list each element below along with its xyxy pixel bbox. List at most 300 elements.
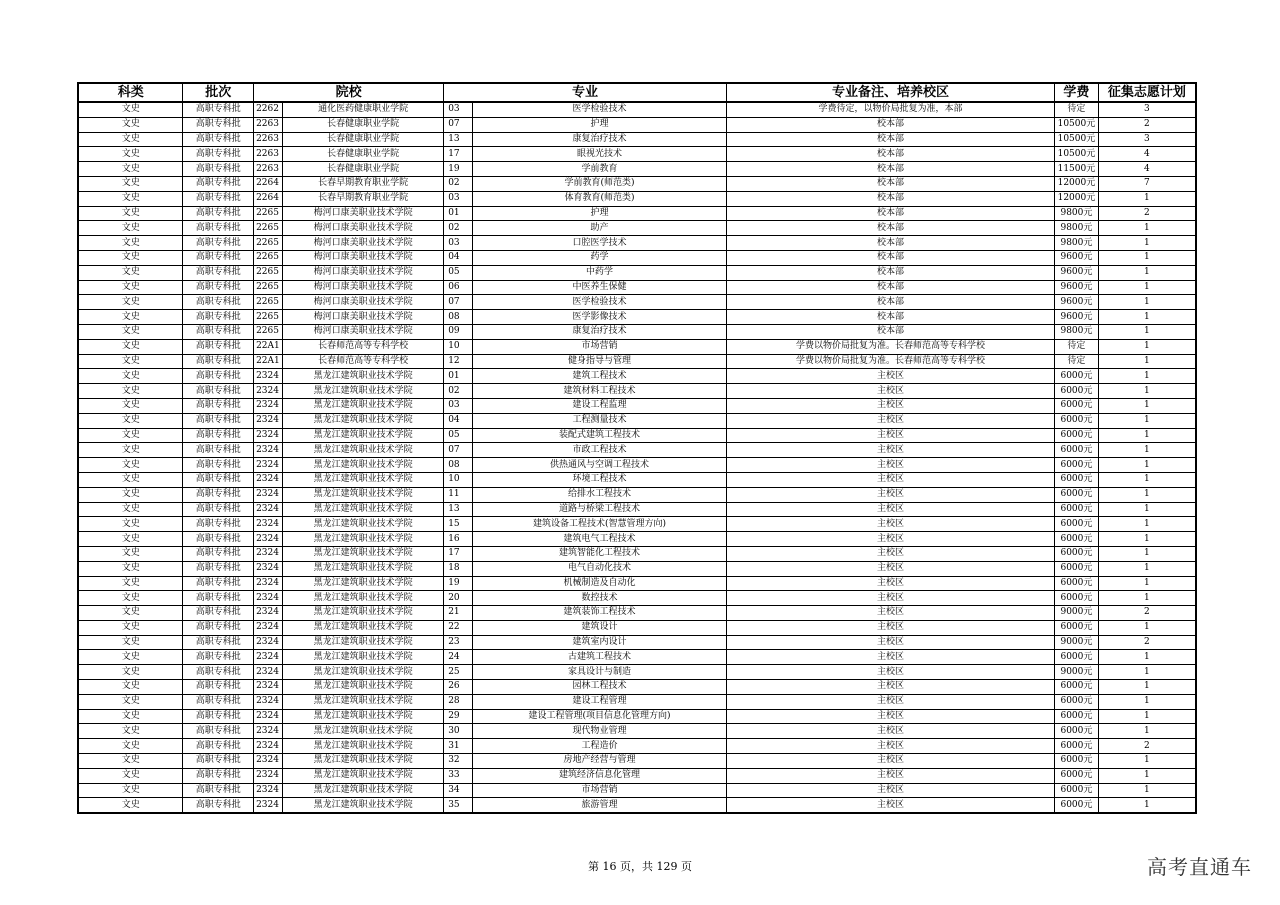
table-row — [78, 443, 1196, 458]
cell-school-code: 2324 — [254, 576, 283, 591]
cell-plan: 1 — [1098, 458, 1196, 473]
cell-school-name: 黑龙江建筑职业技术学院 — [283, 576, 444, 591]
cell-major-name: 助产 — [473, 221, 727, 236]
cell-school-code: 2265 — [254, 265, 283, 280]
cell-school-name: 黑龙江建筑职业技术学院 — [283, 680, 444, 695]
cell-school-code: 2324 — [254, 398, 283, 413]
cell-school-code: 2324 — [254, 369, 283, 384]
cell-category: 文史 — [78, 280, 183, 295]
cell-category: 文史 — [78, 102, 183, 117]
cell-notes-campus: 学费待定，以物价局批复为准，本部 — [726, 102, 1054, 117]
cell-school-code: 2324 — [254, 606, 283, 621]
cell-major-code: 08 — [444, 458, 473, 473]
cell-plan: 1 — [1098, 502, 1196, 517]
cell-tuition: 6000元 — [1055, 413, 1099, 428]
table-row — [78, 724, 1196, 739]
cell-category: 文史 — [78, 650, 183, 665]
cell-notes-campus: 主校区 — [726, 739, 1054, 754]
admission-table — [77, 82, 1197, 814]
table-row — [78, 339, 1196, 354]
cell-major-name: 建设工程管理 — [473, 694, 727, 709]
cell-tuition: 12000元 — [1055, 191, 1099, 206]
cell-major-name: 建筑经济信息化管理 — [473, 768, 727, 783]
cell-major-code: 23 — [444, 635, 473, 650]
cell-notes-campus: 主校区 — [726, 428, 1054, 443]
table-row — [78, 665, 1196, 680]
cell-category: 文史 — [78, 354, 183, 369]
table-row — [78, 324, 1196, 339]
table-row — [78, 754, 1196, 769]
cell-school-name: 黑龙江建筑职业技术学院 — [283, 472, 444, 487]
cell-major-name: 市政工程技术 — [473, 443, 727, 458]
cell-plan: 1 — [1098, 576, 1196, 591]
cell-major-code: 07 — [444, 295, 473, 310]
cell-school-name: 长春健康职业学院 — [283, 162, 444, 177]
cell-major-name: 建筑材料工程技术 — [473, 384, 727, 399]
cell-major-code: 01 — [444, 206, 473, 221]
cell-tuition: 6000元 — [1055, 739, 1099, 754]
cell-major-name: 医学检验技术 — [473, 295, 727, 310]
cell-tuition: 6000元 — [1055, 428, 1099, 443]
table-row — [78, 739, 1196, 754]
cell-batch: 高职专科批 — [183, 147, 254, 162]
cell-category: 文史 — [78, 665, 183, 680]
cell-plan: 3 — [1098, 102, 1196, 117]
cell-major-name: 护理 — [473, 117, 727, 132]
cell-school-name: 梅河口康美职业技术学院 — [283, 310, 444, 325]
cell-notes-campus: 主校区 — [726, 665, 1054, 680]
cell-notes-campus: 校本部 — [726, 265, 1054, 280]
cell-category: 文史 — [78, 709, 183, 724]
cell-tuition: 6000元 — [1055, 487, 1099, 502]
cell-major-code: 03 — [444, 191, 473, 206]
cell-school-code: 2324 — [254, 798, 283, 813]
cell-tuition: 6000元 — [1055, 754, 1099, 769]
cell-category: 文史 — [78, 147, 183, 162]
cell-tuition: 6000元 — [1055, 546, 1099, 561]
table-row — [78, 561, 1196, 576]
cell-school-name: 黑龙江建筑职业技术学院 — [283, 709, 444, 724]
cell-plan: 2 — [1098, 635, 1196, 650]
cell-major-name: 园林工程技术 — [473, 680, 727, 695]
cell-tuition: 9600元 — [1055, 265, 1099, 280]
cell-school-code: 2265 — [254, 295, 283, 310]
cell-major-code: 17 — [444, 147, 473, 162]
cell-major-name: 家具设计与制造 — [473, 665, 727, 680]
cell-plan: 1 — [1098, 561, 1196, 576]
cell-school-code: 2324 — [254, 413, 283, 428]
cell-notes-campus: 主校区 — [726, 384, 1054, 399]
cell-category: 文史 — [78, 620, 183, 635]
cell-category: 文史 — [78, 768, 183, 783]
cell-category: 文史 — [78, 576, 183, 591]
cell-batch: 高职专科批 — [183, 576, 254, 591]
table-row — [78, 694, 1196, 709]
cell-plan: 1 — [1098, 680, 1196, 695]
cell-category: 文史 — [78, 310, 183, 325]
cell-plan: 1 — [1098, 724, 1196, 739]
cell-notes-campus: 主校区 — [726, 369, 1054, 384]
cell-major-name: 体育教育(师范类) — [473, 191, 727, 206]
cell-tuition: 12000元 — [1055, 176, 1099, 191]
cell-major-code: 04 — [444, 413, 473, 428]
cell-major-name: 建设工程管理(项目信息化管理方向) — [473, 709, 727, 724]
cell-batch: 高职专科批 — [183, 221, 254, 236]
cell-plan: 1 — [1098, 310, 1196, 325]
cell-plan: 1 — [1098, 369, 1196, 384]
table-row — [78, 620, 1196, 635]
cell-school-name: 黑龙江建筑职业技术学院 — [283, 694, 444, 709]
table-row — [78, 102, 1196, 117]
cell-notes-campus: 主校区 — [726, 798, 1054, 813]
cell-major-code: 24 — [444, 650, 473, 665]
cell-plan: 1 — [1098, 398, 1196, 413]
cell-category: 文史 — [78, 724, 183, 739]
cell-batch: 高职专科批 — [183, 384, 254, 399]
cell-batch: 高职专科批 — [183, 724, 254, 739]
cell-category: 文史 — [78, 162, 183, 177]
cell-tuition: 6000元 — [1055, 680, 1099, 695]
cell-major-name: 健身指导与管理 — [473, 354, 727, 369]
cell-notes-campus: 主校区 — [726, 768, 1054, 783]
cell-notes-campus: 主校区 — [726, 650, 1054, 665]
cell-batch: 高职专科批 — [183, 532, 254, 547]
cell-notes-campus: 校本部 — [726, 176, 1054, 191]
table-row — [78, 369, 1196, 384]
cell-category: 文史 — [78, 236, 183, 251]
cell-school-code: 2324 — [254, 620, 283, 635]
cell-notes-campus: 主校区 — [726, 680, 1054, 695]
cell-category: 文史 — [78, 191, 183, 206]
cell-category: 文史 — [78, 221, 183, 236]
table-row — [78, 606, 1196, 621]
cell-school-name: 黑龙江建筑职业技术学院 — [283, 369, 444, 384]
cell-batch: 高职专科批 — [183, 428, 254, 443]
cell-major-name: 市场营销 — [473, 783, 727, 798]
cell-major-name: 医学检验技术 — [473, 102, 727, 117]
cell-school-name: 黑龙江建筑职业技术学院 — [283, 606, 444, 621]
cell-plan: 1 — [1098, 339, 1196, 354]
cell-major-name: 道路与桥梁工程技术 — [473, 502, 727, 517]
cell-batch: 高职专科批 — [183, 354, 254, 369]
cell-school-code: 2324 — [254, 532, 283, 547]
cell-major-name: 学前教育 — [473, 162, 727, 177]
cell-major-code: 32 — [444, 754, 473, 769]
table-row — [78, 709, 1196, 724]
table-row — [78, 132, 1196, 147]
cell-plan: 1 — [1098, 650, 1196, 665]
table-row — [78, 117, 1196, 132]
cell-batch: 高职专科批 — [183, 324, 254, 339]
cell-notes-campus: 主校区 — [726, 576, 1054, 591]
cell-batch: 高职专科批 — [183, 517, 254, 532]
cell-tuition: 6000元 — [1055, 517, 1099, 532]
cell-tuition: 待定 — [1055, 339, 1099, 354]
cell-category: 文史 — [78, 206, 183, 221]
cell-school-name: 长春早期教育职业学院 — [283, 176, 444, 191]
cell-tuition: 10500元 — [1055, 132, 1099, 147]
table-row — [78, 265, 1196, 280]
cell-tuition: 6000元 — [1055, 576, 1099, 591]
cell-plan: 1 — [1098, 413, 1196, 428]
table-row — [78, 458, 1196, 473]
cell-school-name: 梅河口康美职业技术学院 — [283, 295, 444, 310]
header-notes-campus: 专业备注、培养校区 — [726, 83, 1054, 102]
cell-major-code: 21 — [444, 606, 473, 621]
header-batch: 批次 — [183, 83, 254, 102]
cell-tuition: 9600元 — [1055, 310, 1099, 325]
cell-major-name: 工程造价 — [473, 739, 727, 754]
cell-batch: 高职专科批 — [183, 694, 254, 709]
cell-plan: 1 — [1098, 384, 1196, 399]
cell-school-code: 2264 — [254, 191, 283, 206]
cell-school-code: 2324 — [254, 739, 283, 754]
cell-notes-campus: 校本部 — [726, 250, 1054, 265]
cell-notes-campus: 校本部 — [726, 206, 1054, 221]
table-row — [78, 176, 1196, 191]
cell-plan: 1 — [1098, 250, 1196, 265]
cell-batch: 高职专科批 — [183, 206, 254, 221]
cell-category: 文史 — [78, 443, 183, 458]
cell-batch: 高职专科批 — [183, 739, 254, 754]
cell-school-code: 22A1 — [254, 354, 283, 369]
cell-school-code: 2324 — [254, 754, 283, 769]
cell-plan: 1 — [1098, 443, 1196, 458]
cell-batch: 高职专科批 — [183, 398, 254, 413]
cell-plan: 1 — [1098, 754, 1196, 769]
cell-major-code: 25 — [444, 665, 473, 680]
cell-notes-campus: 主校区 — [726, 398, 1054, 413]
cell-school-code: 2263 — [254, 117, 283, 132]
cell-school-name: 黑龙江建筑职业技术学院 — [283, 428, 444, 443]
cell-plan: 1 — [1098, 665, 1196, 680]
cell-category: 文史 — [78, 502, 183, 517]
cell-major-name: 眼视光技术 — [473, 147, 727, 162]
cell-major-code: 06 — [444, 280, 473, 295]
cell-category: 文史 — [78, 250, 183, 265]
cell-tuition: 6000元 — [1055, 724, 1099, 739]
cell-category: 文史 — [78, 680, 183, 695]
table-row — [78, 250, 1196, 265]
cell-notes-campus: 校本部 — [726, 117, 1054, 132]
cell-notes-campus: 主校区 — [726, 754, 1054, 769]
cell-tuition: 6000元 — [1055, 369, 1099, 384]
cell-school-code: 2324 — [254, 694, 283, 709]
cell-major-code: 13 — [444, 502, 473, 517]
cell-school-code: 2324 — [254, 472, 283, 487]
cell-tuition: 9000元 — [1055, 635, 1099, 650]
cell-category: 文史 — [78, 546, 183, 561]
cell-major-code: 05 — [444, 428, 473, 443]
cell-tuition: 6000元 — [1055, 398, 1099, 413]
cell-category: 文史 — [78, 265, 183, 280]
cell-school-name: 梅河口康美职业技术学院 — [283, 236, 444, 251]
cell-school-name: 梅河口康美职业技术学院 — [283, 206, 444, 221]
cell-school-name: 黑龙江建筑职业技术学院 — [283, 783, 444, 798]
cell-plan: 1 — [1098, 428, 1196, 443]
cell-tuition: 9600元 — [1055, 280, 1099, 295]
cell-major-name: 护理 — [473, 206, 727, 221]
cell-tuition: 9000元 — [1055, 606, 1099, 621]
cell-notes-campus: 主校区 — [726, 783, 1054, 798]
cell-plan: 1 — [1098, 280, 1196, 295]
cell-school-name: 长春早期教育职业学院 — [283, 191, 444, 206]
cell-category: 文史 — [78, 428, 183, 443]
cell-major-name: 建筑工程技术 — [473, 369, 727, 384]
cell-batch: 高职专科批 — [183, 620, 254, 635]
cell-school-code: 2263 — [254, 147, 283, 162]
cell-plan: 7 — [1098, 176, 1196, 191]
cell-school-name: 黑龙江建筑职业技术学院 — [283, 798, 444, 813]
cell-school-code: 2324 — [254, 650, 283, 665]
cell-notes-campus: 主校区 — [726, 635, 1054, 650]
header-major: 专业 — [444, 83, 727, 102]
cell-batch: 高职专科批 — [183, 768, 254, 783]
cell-batch: 高职专科批 — [183, 369, 254, 384]
cell-major-code: 02 — [444, 384, 473, 399]
cell-category: 文史 — [78, 339, 183, 354]
cell-batch: 高职专科批 — [183, 443, 254, 458]
table-row — [78, 576, 1196, 591]
cell-school-code: 2324 — [254, 709, 283, 724]
cell-major-code: 19 — [444, 576, 473, 591]
cell-notes-campus: 主校区 — [726, 502, 1054, 517]
cell-major-name: 给排水工程技术 — [473, 487, 727, 502]
cell-major-name: 机械制造及自动化 — [473, 576, 727, 591]
cell-school-code: 2265 — [254, 324, 283, 339]
cell-plan: 2 — [1098, 117, 1196, 132]
table-row — [78, 783, 1196, 798]
cell-major-name: 供热通风与空调工程技术 — [473, 458, 727, 473]
cell-category: 文史 — [78, 517, 183, 532]
cell-tuition: 9800元 — [1055, 324, 1099, 339]
cell-tuition: 6000元 — [1055, 620, 1099, 635]
table-row — [78, 310, 1196, 325]
cell-major-name: 建筑智能化工程技术 — [473, 546, 727, 561]
cell-major-name: 装配式建筑工程技术 — [473, 428, 727, 443]
cell-major-name: 电气自动化技术 — [473, 561, 727, 576]
cell-school-name: 黑龙江建筑职业技术学院 — [283, 413, 444, 428]
cell-tuition: 6000元 — [1055, 783, 1099, 798]
cell-notes-campus: 校本部 — [726, 221, 1054, 236]
cell-notes-campus: 校本部 — [726, 236, 1054, 251]
cell-notes-campus: 主校区 — [726, 709, 1054, 724]
table-row — [78, 206, 1196, 221]
cell-tuition: 9800元 — [1055, 221, 1099, 236]
cell-major-name: 康复治疗技术 — [473, 324, 727, 339]
cell-major-code: 16 — [444, 532, 473, 547]
cell-major-code: 01 — [444, 369, 473, 384]
cell-school-code: 2265 — [254, 236, 283, 251]
table-row — [78, 650, 1196, 665]
cell-major-name: 中医养生保健 — [473, 280, 727, 295]
cell-major-code: 15 — [444, 517, 473, 532]
cell-plan: 1 — [1098, 472, 1196, 487]
table-row — [78, 280, 1196, 295]
cell-major-code: 18 — [444, 561, 473, 576]
cell-school-code: 2265 — [254, 310, 283, 325]
cell-plan: 4 — [1098, 162, 1196, 177]
table-row — [78, 384, 1196, 399]
cell-major-name: 房地产经营与管理 — [473, 754, 727, 769]
cell-tuition: 6000元 — [1055, 591, 1099, 606]
cell-batch: 高职专科批 — [183, 295, 254, 310]
cell-major-name: 建筑室内设计 — [473, 635, 727, 650]
cell-batch: 高职专科批 — [183, 546, 254, 561]
cell-category: 文史 — [78, 739, 183, 754]
cell-school-code: 2324 — [254, 783, 283, 798]
cell-batch: 高职专科批 — [183, 102, 254, 117]
cell-major-name: 数控技术 — [473, 591, 727, 606]
cell-major-code: 22 — [444, 620, 473, 635]
cell-school-code: 2324 — [254, 458, 283, 473]
cell-major-name: 建设工程监理 — [473, 398, 727, 413]
cell-category: 文史 — [78, 324, 183, 339]
cell-major-code: 19 — [444, 162, 473, 177]
cell-major-code: 26 — [444, 680, 473, 695]
cell-school-code: 2265 — [254, 250, 283, 265]
cell-plan: 1 — [1098, 354, 1196, 369]
cell-school-name: 黑龙江建筑职业技术学院 — [283, 384, 444, 399]
cell-plan: 2 — [1098, 606, 1196, 621]
cell-major-code: 33 — [444, 768, 473, 783]
table-row — [78, 472, 1196, 487]
cell-batch: 高职专科批 — [183, 709, 254, 724]
cell-batch: 高职专科批 — [183, 458, 254, 473]
cell-school-code: 2265 — [254, 221, 283, 236]
cell-tuition: 6000元 — [1055, 458, 1099, 473]
cell-batch: 高职专科批 — [183, 487, 254, 502]
header-plan: 征集志愿计划 — [1098, 83, 1196, 102]
cell-plan: 1 — [1098, 191, 1196, 206]
cell-major-code: 10 — [444, 472, 473, 487]
cell-major-code: 09 — [444, 324, 473, 339]
table-row — [78, 487, 1196, 502]
cell-notes-campus: 主校区 — [726, 724, 1054, 739]
cell-tuition: 6000元 — [1055, 472, 1099, 487]
cell-category: 文史 — [78, 591, 183, 606]
cell-notes-campus: 校本部 — [726, 280, 1054, 295]
cell-plan: 1 — [1098, 295, 1196, 310]
cell-school-name: 梅河口康美职业技术学院 — [283, 265, 444, 280]
cell-school-name: 黑龙江建筑职业技术学院 — [283, 768, 444, 783]
cell-notes-campus: 主校区 — [726, 517, 1054, 532]
cell-major-name: 环境工程技术 — [473, 472, 727, 487]
cell-category: 文史 — [78, 369, 183, 384]
cell-category: 文史 — [78, 117, 183, 132]
cell-school-code: 2324 — [254, 768, 283, 783]
cell-notes-campus: 主校区 — [726, 546, 1054, 561]
cell-major-code: 34 — [444, 783, 473, 798]
cell-tuition: 9600元 — [1055, 250, 1099, 265]
cell-school-code: 2324 — [254, 635, 283, 650]
cell-batch: 高职专科批 — [183, 472, 254, 487]
cell-major-code: 03 — [444, 102, 473, 117]
cell-notes-campus: 主校区 — [726, 606, 1054, 621]
cell-tuition: 11500元 — [1055, 162, 1099, 177]
cell-plan: 1 — [1098, 487, 1196, 502]
cell-batch: 高职专科批 — [183, 310, 254, 325]
cell-major-code: 04 — [444, 250, 473, 265]
cell-school-code: 2324 — [254, 561, 283, 576]
cell-tuition: 6000元 — [1055, 502, 1099, 517]
cell-batch: 高职专科批 — [183, 680, 254, 695]
cell-batch: 高职专科批 — [183, 665, 254, 680]
cell-major-name: 学前教育(师范类) — [473, 176, 727, 191]
cell-plan: 1 — [1098, 783, 1196, 798]
cell-plan: 1 — [1098, 620, 1196, 635]
table-row — [78, 680, 1196, 695]
